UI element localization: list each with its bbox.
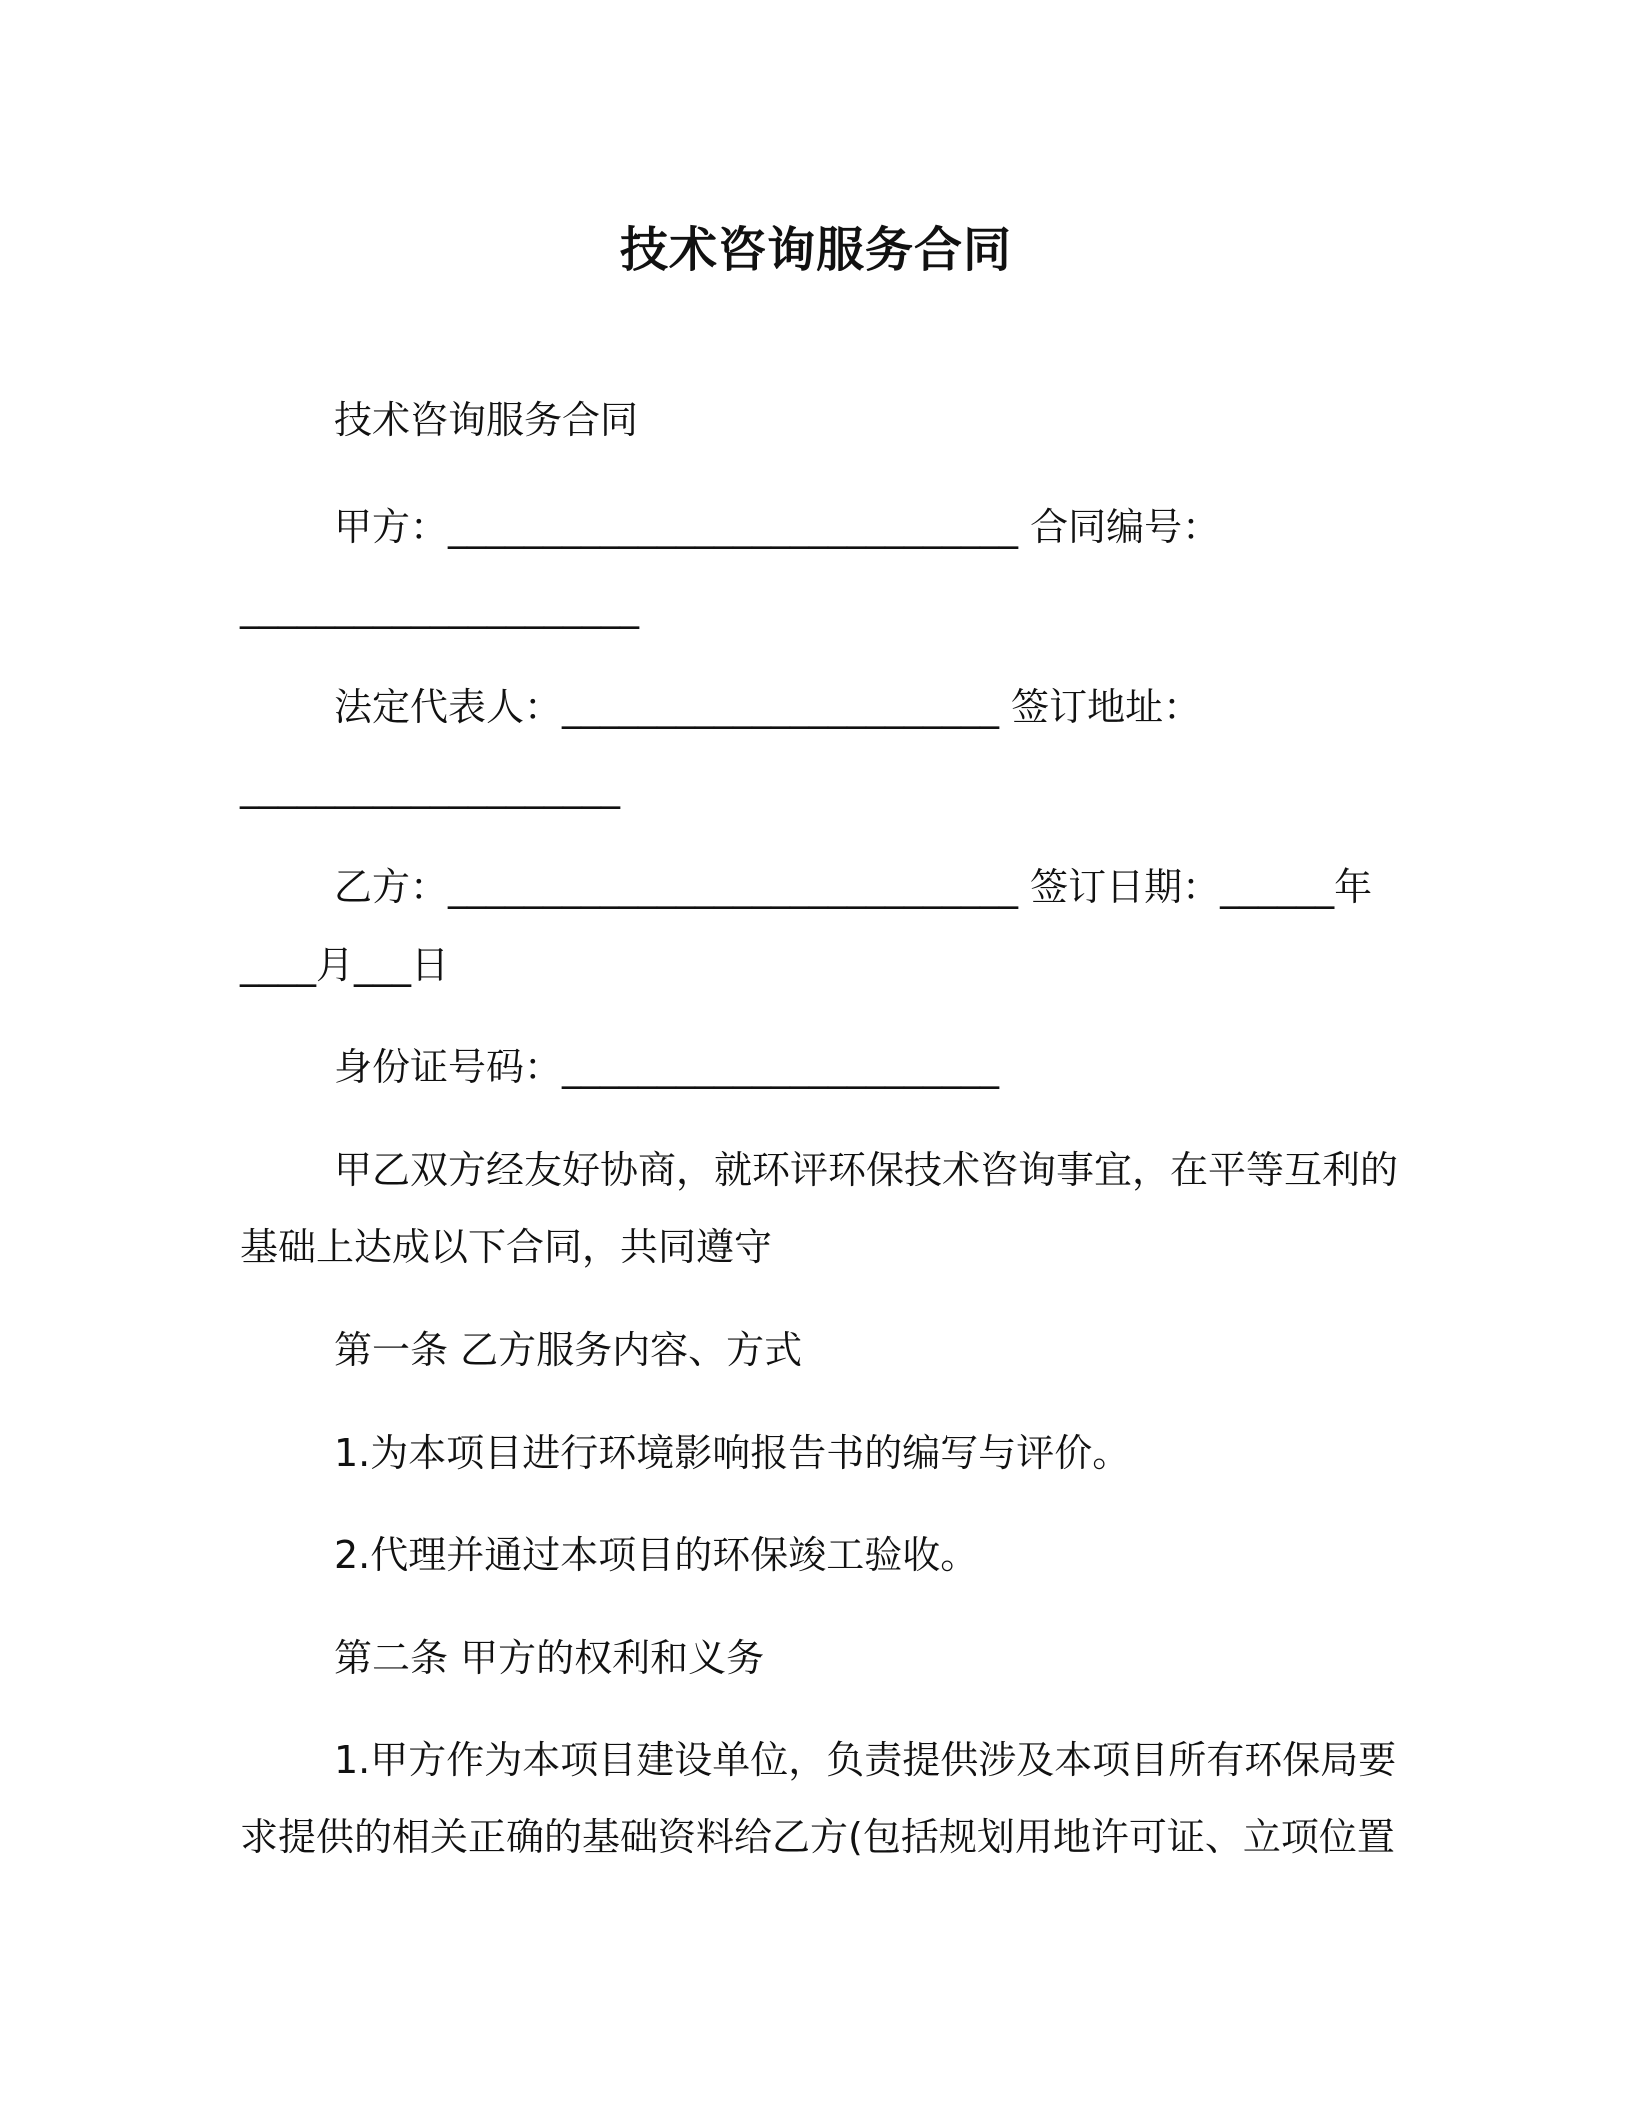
article-2-heading: 第二条 甲方的权利和义务 — [334, 1636, 765, 1680]
article-1-item-1: 1.为本项目进行环境影响报告书的编写与评价。 — [334, 1431, 1131, 1475]
article-2-item-1-line-1: 1.甲方作为本项目建设单位，负责提供涉及本项目所有环保局要 — [334, 1738, 1397, 1782]
subtitle-line: 技术咨询服务合同 — [334, 398, 639, 442]
document-title: 技术咨询服务合同 — [619, 222, 1012, 278]
preamble-line-1: 甲乙双方经友好协商，就环评环保技术咨询事宜，在平等互利的 — [334, 1148, 1399, 1192]
article-2-item-1-line-2: 求提供的相关正确的基础资料给乙方(包括规划用地许可证、立项位置 — [240, 1815, 1395, 1859]
signing-address-blank: ____________________ — [240, 765, 620, 809]
article-1-heading: 第一条 乙方服务内容、方式 — [334, 1328, 803, 1372]
party-a-line: 甲方：______________________________ 合同编号： — [334, 505, 1221, 549]
id-number-line: 身份证号码：_______________________ — [334, 1045, 1000, 1089]
legal-representative-line: 法定代表人：_______________________ 签订地址： — [334, 685, 1202, 729]
party-b-line: 乙方：______________________________ 签订日期：______年 — [334, 865, 1373, 909]
contract-number-blank: _____________________ — [240, 585, 639, 629]
signing-date-blank: ____月___日 — [240, 943, 450, 987]
preamble-line-2: 基础上达成以下合同，共同遵守 — [240, 1225, 773, 1269]
article-1-item-2: 2.代理并通过本项目的环保竣工验收。 — [334, 1533, 979, 1577]
